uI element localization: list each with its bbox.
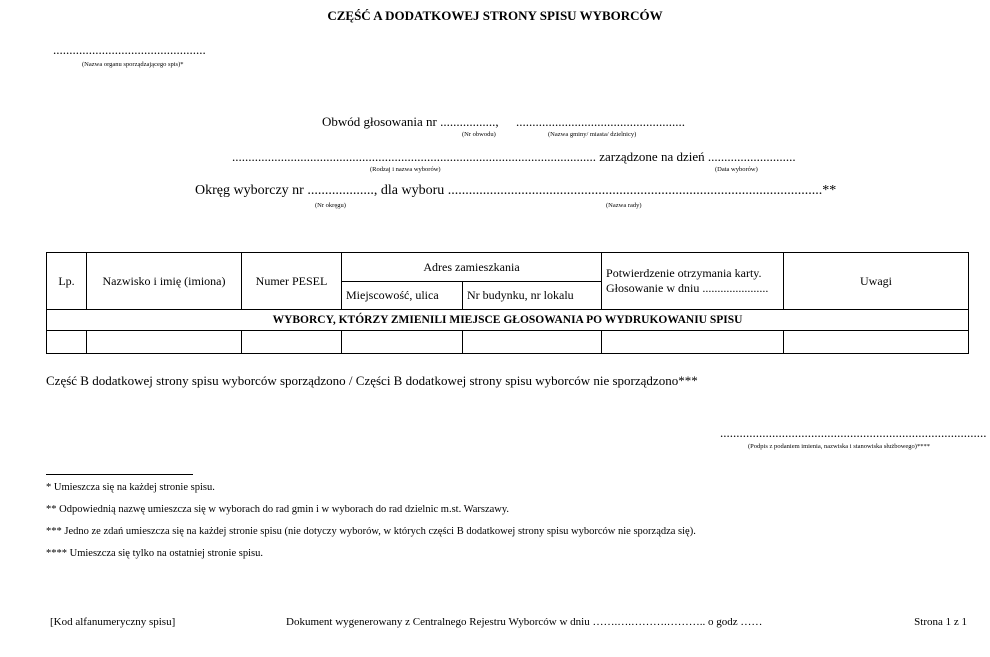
okreg-line: Okręg wyborczy nr ..................., dla wyboru ...........................................................................................................**	[195, 183, 837, 198]
okreg-nr-caption: (Nr okręgu)	[315, 202, 346, 209]
footnote-3: *** Jedno ze zdań umieszcza się na każdej stronie spisu (nie dotyczy wyborów, w których części B dodatkowej strony spisu wyborców nie sporządza się).	[46, 526, 696, 537]
cell-name[interactable]	[87, 331, 242, 354]
footer-page: Strona 1 z 1	[914, 616, 967, 628]
section-header: WYBORCY, KTÓRZY ZMIENILI MIEJSCE GŁOSOWANIA PO WYDRUKOWANIU SPISU	[47, 310, 969, 331]
organ-caption: (Nazwa organu sporządzającego spis)*	[82, 61, 184, 68]
table-row	[47, 331, 969, 354]
obwod-gmina-caption: (Nazwa gminy/ miasta/ dzielnicy)	[548, 131, 637, 138]
cell-notes[interactable]	[784, 331, 969, 354]
header-name: Nazwisko i imię (imiona)	[87, 253, 242, 310]
header-pesel: Numer PESEL	[242, 253, 342, 310]
cell-city[interactable]	[342, 331, 463, 354]
footer-generated: Dokument wygenerowany z Centralnego Rejestru Wyborców w dniu …….….……….……….. o godz ……	[286, 616, 763, 628]
signature-dots: ..................................................................................	[720, 425, 987, 440]
header-confirm	[602, 253, 784, 310]
page-title: CZĘŚĆ A DODATKOWEJ STRONY SPISU WYBORCÓW	[327, 8, 663, 23]
header-confirm-line1: Potwierdzenie otrzymania karty.	[606, 266, 762, 280]
header-building: Nr budynku, nr lokalu	[463, 282, 602, 310]
footer-code: [Kod alfanumeryczny spisu]	[50, 616, 176, 628]
header-confirm-line2: Głosowanie w dniu ......................	[606, 281, 769, 295]
signature-caption: (Podpis z podaniem imienia, nazwiska i stanowiska służbowego)****	[748, 443, 930, 450]
cell-pesel[interactable]	[242, 331, 342, 354]
header-lp: Lp.	[47, 253, 87, 310]
rodzaj-caption: (Rodzaj i nazwa wyborów)	[370, 166, 441, 173]
footnote-4: **** Umieszcza się tylko na ostatniej stronie spisu.	[46, 548, 263, 559]
header-city: Miejscowość, ulica	[342, 282, 463, 310]
footnote-2: ** Odpowiednią nazwę umieszcza się w wyborach do rad gmin i w wyborach do rad dzielnic m.st. Warszawy.	[46, 504, 510, 515]
footnote-1: * Umieszcza się na każdej stronie spisu.	[46, 482, 215, 493]
header-notes: Uwagi	[784, 253, 969, 310]
zarzadzone-line: ................................................................................................................ zarządzone na dzień ...........................	[232, 149, 796, 164]
cell-lp[interactable]	[47, 331, 87, 354]
obwod-nr-caption: (Nr obwodu)	[462, 131, 496, 138]
data-caption: (Data wyborów)	[715, 166, 758, 173]
footnote-rule	[46, 474, 193, 475]
obwod-line-suffix: ....................................................	[516, 114, 685, 129]
czesc-b-statement: Część B dodatkowej strony spisu wyborców sporządzono / Części B dodatkowej strony spisu wyborców nie sporządzono***	[46, 373, 698, 388]
organ-dots: ...............................................	[53, 42, 206, 57]
cell-building[interactable]	[463, 331, 602, 354]
obwod-line-prefix: Obwód głosowania nr .................,	[322, 114, 499, 129]
rada-caption: (Nazwa rady)	[606, 202, 642, 209]
header-address: Adres zamieszkania	[342, 253, 602, 282]
voters-table	[46, 252, 969, 354]
cell-confirm[interactable]	[602, 331, 784, 354]
